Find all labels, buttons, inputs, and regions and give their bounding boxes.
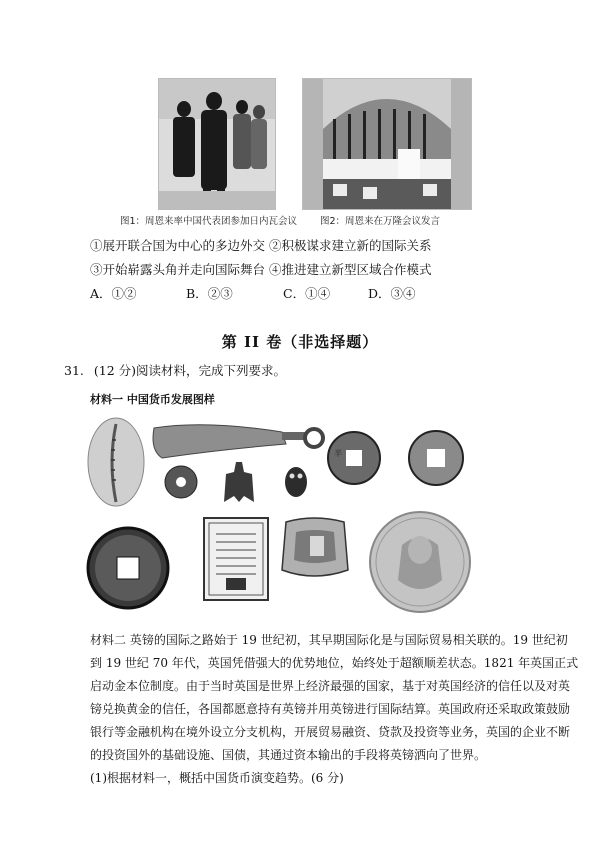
statement-line-2: ③开始崭露头角并走向国际舞台 ④推进建立新型区域合作模式 (90, 262, 432, 277)
round-coin-icon (328, 432, 380, 484)
option-c-letter: C． (283, 286, 306, 301)
question-31 (64, 361, 286, 379)
half-liang-coin-icon (409, 431, 463, 485)
photo-bandung-illustration (303, 79, 471, 209)
material2-line-5: 银行等金融机构在境外设立分支机构，开展贸易融资、贷款及投资等业务，英国的企业不断 (90, 725, 571, 739)
option-b[interactable] (186, 284, 233, 302)
figure-1-caption: 图1：周恩来率中国代表团参加日内瓦会议 (120, 216, 298, 227)
option-b-value: ②③ (207, 286, 233, 301)
material2-line-3: 启动金本位制度。由于当时英国是世界上经济最强的国家，基于对英国经济的信任以及对英 (90, 679, 571, 693)
option-d-letter: D． (368, 286, 391, 301)
option-c[interactable] (283, 284, 330, 302)
material2-line-4: 镑兑换黄金的信任，各国都愿意持有英镑并用英镑进行国际结算。英国政府还采取政策鼓励 (90, 702, 571, 716)
silver-ingot-icon (282, 518, 348, 576)
option-a-value: ①② (111, 286, 137, 301)
material1-title: 材料一 中国货币发展图样 (90, 393, 215, 406)
statement-line-1: ①展开联合国为中心的多边外交 ②积极谋求建立新的国际关系 (90, 238, 432, 253)
subquestion-1: (1)根据材料一，概括中国货币演变趋势。(6 分) (90, 771, 344, 785)
currency-illustrations (86, 410, 486, 625)
knife-money-icon (153, 425, 323, 458)
question-text: (12 分)阅读材料，完成下列要求。 (93, 363, 287, 378)
ant-nose-money-icon (285, 467, 307, 497)
option-b-letter: B． (186, 286, 208, 301)
svg-text:半: 半 (334, 449, 342, 458)
photo-geneva-illustration (159, 79, 275, 209)
photo-geneva-conference (158, 78, 276, 210)
figure-2-caption: 图2：周恩来在万隆会议发言 (320, 216, 441, 227)
question-number: 31. (64, 363, 84, 378)
spade-money-icon (224, 462, 254, 502)
large-cash-coin-icon (88, 528, 168, 608)
material2-line-2: 到 19 世纪 70 年代，英国凭借强大的优势地位，始终处于超额顺差状态。1821 年英国正式 (90, 656, 579, 670)
option-c-value: ①④ (305, 286, 331, 301)
option-d-value: ③④ (390, 286, 416, 301)
silver-dollar-icon (370, 512, 470, 612)
material2-line-1: 材料二 英镑的国际之路始于 19 世纪初，其早期国际化是与国际贸易相关联的。19 世纪初 (90, 633, 568, 647)
option-a[interactable] (90, 284, 137, 302)
shell-money-icon (88, 418, 144, 506)
option-a-letter: A． (90, 286, 112, 301)
material2-line-6: 的投资国外的基础设施、国债，其通过资本输出的手段将英镑洒向了世界。 (90, 748, 487, 762)
ring-coin-icon (165, 466, 197, 498)
paper-money-icon (204, 518, 268, 600)
photo-bandung-conference (302, 78, 472, 210)
section-title: 第 II 卷（非选择题） (221, 333, 379, 351)
option-d[interactable] (368, 284, 416, 302)
